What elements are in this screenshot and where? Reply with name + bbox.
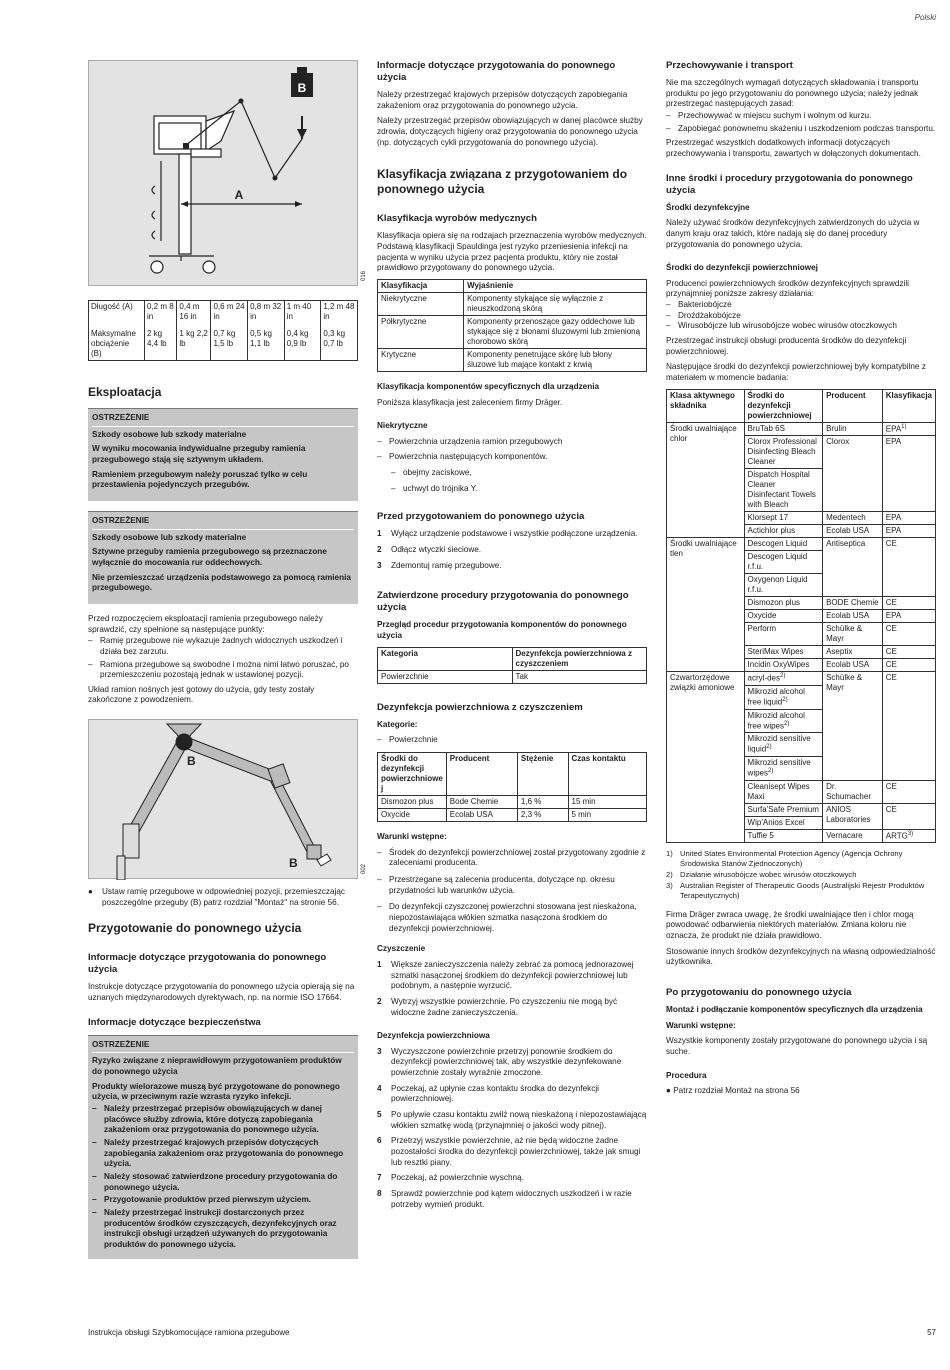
table-cell: Dismozon plus <box>378 795 447 808</box>
table-cell: CE <box>882 623 935 646</box>
step: 5 Po upływie czasu kontaktu zwilż nową nieskażoną i niepozostawiającą włókien szmatkę wodą (przynajmniej o jakości wody pitnej). <box>377 1110 647 1130</box>
table-cell: EPA <box>882 512 935 525</box>
table-cell: Oxygenon Liquid r.f.u. <box>744 574 823 597</box>
subsection-heading: Informacje dotyczące przygotowania do ponownego użycia <box>377 60 616 83</box>
table-cell: BruTab 6S <box>744 422 823 436</box>
warning-text: Sztywne przeguby ramienia przegubowego są przeznaczone wyłącznie do mocowania rur oddechowych. <box>92 547 327 567</box>
load-3: 0,7 kg 1,5 lb <box>211 323 248 361</box>
minor-heading: Warunki wstępne: <box>666 1020 736 1030</box>
warning-item: – Należy przestrzegać instrukcji dostarczonych przez producentów środków czyszczących, dezynfekcyjnych oraz instrukcji obsługi urządzeń używanych do przygotowania produktów do ponownego użycia. <box>92 1208 354 1251</box>
table-cell: CE <box>882 646 935 659</box>
list-item: – Ramię przegubowe nie wykazuje żadnych widocznych uszkodzeń i działa bez zarzutu. <box>88 636 358 657</box>
length-2: 0,4 m 16 in <box>177 301 211 324</box>
subsection-heading: Po przygotowaniu do ponownego użycia <box>666 986 852 998</box>
minor-heading: Czyszczenie <box>377 944 426 954</box>
paragraph: Klasyfikacja opiera się na rodzajach przeznaczenia wyrobów medycznych. Podstawą klasyfikacji Spauldinga jest ryzyko przeniesienia infekcji na pacjenta w wyniku użycia przez pacjenta produktu, który nie został prawidłowo przygotowany do ponownego użycia. <box>377 231 647 273</box>
footnote: 1) United States Environmental Protection Agency (Agencja Ochrony Środowiska Stanów Zjednoczonych) <box>666 849 903 869</box>
joint-label-b1: B <box>187 754 196 769</box>
table-cell: CE <box>882 780 935 803</box>
footer-title: Instrukcja obsługi Szybkomocujące ramiona przegubowe <box>88 1328 290 1337</box>
minor-heading: Dezynfekcja powierzchniowa <box>377 1031 490 1041</box>
table-cell: Wip'Anios Excel <box>744 816 823 829</box>
list-item: – Wirusobójcze lub wirusobójcze wobec wirusów otoczkowych <box>666 321 936 332</box>
table-cell: EPA$^{1)}$ <box>882 422 935 436</box>
table-header: Kategoria <box>378 647 513 670</box>
length-1: 0,2 m 8 in <box>145 301 177 324</box>
table-header: Klasa aktywnego składnika <box>667 389 745 422</box>
table-cell: 5 min <box>568 808 647 821</box>
table-group-cell: Czwartorzędowe związki amoniowe <box>667 672 745 843</box>
step: 6 Przetrzyj wszystkie powierzchnie, aż nie będą widoczne żadne pozostałości środka do dezynfekcji powierzchniowej, także jak smugi lub resztki piany. <box>377 1136 641 1167</box>
step: 8 Sprawdź powierzchnie pod kątem widocznych uszkodzeń i w razie potrzeby wymień produkt. <box>377 1189 632 1209</box>
table-cell: Komponenty przenoszące gazy oddechowe lub stykające się z błonami śluzowymi lub zmienioną chorobowo skórą <box>464 315 647 348</box>
table-cell: CE <box>882 597 935 610</box>
paragraph: Przestrzegać wszystkich dodatkowych informacji dotyczących przechowywania i transportu, zawartych w dołączonych dokumentach. <box>666 138 921 158</box>
step: 1 Wyłącz urządzenie podstawowe i wszystkie podłączone urządzenia. <box>377 529 638 539</box>
table-cell: Mikrozid alcohol free wipes$^{2)}$ <box>744 709 823 733</box>
subsection-heading: Informacje dotyczące bezpieczeństwa <box>88 1016 261 1028</box>
table-cell: Aseptix <box>823 646 883 659</box>
table-cell: ARTG$^{3)}$ <box>882 829 935 843</box>
table-cell: Vernacare <box>823 829 883 843</box>
table-cell: Ecolab USA <box>823 525 883 538</box>
table-cell: Bode Chemie <box>446 795 517 808</box>
step: 1 Większe zanieczyszczenia należy zebrać za pomocą jednorazowej szmatki nasączonej środkiem do dezynfekcji powierzchniowej lub podobnym, a następnie wyrzucić. <box>377 959 634 991</box>
paragraph: Przestrzegać instrukcji obsługi producenta środków do dezynfekcji powierzchniowej. <box>666 336 907 356</box>
disinfectant-table <box>377 752 647 822</box>
subsection-heading: Przechowywanie i transport <box>666 60 793 71</box>
table-cell: Mikrozid sensitive liquid$^{2)}$ <box>744 733 823 757</box>
table-header: Producent <box>446 752 517 795</box>
table-header: Czas kontaktu <box>568 752 647 795</box>
table-cell: Niekrytyczne <box>378 292 464 315</box>
figure-code: 016 <box>361 270 368 281</box>
table-cell: Cleanisept Wipes Maxi <box>744 780 823 803</box>
table-header: Klasyfikacja <box>378 279 464 292</box>
table-header: Środki do dezynfekcji powierzchniowej <box>744 389 823 422</box>
minor-heading: Środki dezynfekcyjne <box>666 202 750 212</box>
load-4: 0,5 kg 1,1 lb <box>248 323 285 361</box>
table-cell: Ecolab USA <box>823 610 883 623</box>
table-cell: Krytyczne <box>378 348 464 371</box>
paragraph: Stosowanie innych środków dezynfekcyjnych na własną odpowiedzialność użytkownika. <box>666 946 936 967</box>
table-cell: Dismozon plus <box>744 597 823 610</box>
list-item: – Zapobiegać ponownemu skażeniu i uszkodzeniom podczas transportu. <box>666 124 936 135</box>
table-cell: CE <box>882 538 935 597</box>
table-cell: CE <box>882 659 935 672</box>
warning-text: Nie przemieszczać urządzenia podstawowego za pomocą ramienia przegubowego. <box>92 572 351 593</box>
bullet-instruction: ● Ustaw ramię przegubowe w odpowiedniej pozycji, przemieszczając poszczególne przeguby (B) patrz rozdział "Montaż" na stronie 56. <box>88 887 358 908</box>
table-cell: Komponenty penetrujące skórę lub błony śluzowe lub mające kontakt z krwią <box>464 348 647 371</box>
table-cell: Descogen Liquid r.f.u. <box>744 551 823 574</box>
table-cell: Oxycide <box>744 610 823 623</box>
table-header: Klasyfikacja <box>882 389 935 422</box>
minor-heading: Niekrytyczne <box>377 421 428 431</box>
warning-item: – Przygotowanie produktów przed pierwszym użyciem. <box>92 1195 354 1206</box>
table-header: Środki do dezynfekcji powierzchniowe j <box>378 752 447 795</box>
table-cell: Schülke & Mayr <box>823 672 883 780</box>
procedure-overview-table <box>377 647 647 684</box>
table-cell: Tak <box>512 670 647 683</box>
table-cell: Powierzchnie <box>378 670 513 683</box>
subsection-heading: Inne środki i procedury przygotowania do ponownego użycia <box>666 172 913 196</box>
length-5: 1 m 40 in <box>284 301 321 324</box>
section-heading: Klasyfikacja związana z przygotowaniem do ponownego użycia <box>377 167 628 197</box>
dimension-table <box>88 300 358 361</box>
warning-box <box>88 1035 358 1259</box>
table-header: Producent <box>823 389 883 422</box>
step: 4 Poczekaj, aż upłynie czas kontaktu środka do dezynfekcji powierzchniowej. <box>377 1083 599 1104</box>
paragraph: ● Patrz rozdział Montaż na strona 56 <box>666 1086 800 1096</box>
table-cell: Oxycide <box>378 808 447 821</box>
load-2: 1 kg 2,2 lb <box>177 323 211 361</box>
list-item: – obejmy zaciskowe, <box>377 468 647 479</box>
trolley-figure <box>88 60 368 286</box>
warning-title: OSTRZEŻENIE <box>92 516 354 530</box>
warning-box <box>88 408 358 501</box>
joint-label-b2: B <box>289 856 298 871</box>
warning-text: Ramieniem przegubowym należy poruszać tylko w celu przestawienia pojedynczych przegubów. <box>92 469 308 490</box>
minor-heading: Warunki wstępne: <box>377 831 447 841</box>
warning-title: OSTRZEŻENIE <box>92 413 354 427</box>
table-cell: Actichlor plus <box>744 525 823 538</box>
minor-heading: Procedura <box>666 1070 707 1080</box>
table-cell: 2,3 % <box>517 808 568 821</box>
table-cell: Mikrozid alcohol free liquid$^{2)}$ <box>744 686 823 710</box>
footnote: 3) Australian Register of Therapeutic Goods (Australijski Rejestr Produktów Terapeutycznych) <box>666 880 925 900</box>
load-label-b: B <box>297 81 307 95</box>
paragraph: Należy używać środków dezynfekcyjnych zatwierdzonych do użycia w danym kraju oraz takich, które nadają się do danej procedury przygotowania do ponownego użycia. <box>666 218 920 249</box>
section-heading: Eksploatacja <box>88 385 162 399</box>
trolley-arm-illustration <box>89 61 359 287</box>
table-cell: 1,6 % <box>517 795 568 808</box>
paragraph: Nie ma szczególnych wymagań dotyczących składowania i transportu produktu po jego przygotowaniu do ponownego użycia; należy jednak przestrzegać następujących zasad: <box>666 77 919 109</box>
paragraph: Należy przestrzegać krajowych przepisów dotyczących zapobiegania zakażeniom oraz przygotowania do ponownego użycia. <box>377 89 628 110</box>
column-1 <box>88 60 368 1269</box>
paragraph: Należy przestrzegać przepisów obowiązujących w danej placówce służby zdrowia, dotyczących higieny oraz przygotowania do ponownego użycia (np. dotyczących cykli przygotowania do ponownego użycia). <box>377 116 643 147</box>
list-item: – Przechowywać w miejscu suchym i wolnym od kurzu. <box>666 111 936 122</box>
list-item: – Ramiona przegubowe są swobodne i można nimi łatwo poruszać, po przemieszczeniu pozostają jednak w ustawionej pozycji. <box>88 660 358 681</box>
table-cell: SteriMax Wipes <box>744 646 823 659</box>
list-item: – Do dezynfekcji czyszczonej powierzchni stosowana jest nieskażona, niepozostawiająca włókien szmatka nasączona środkiem do dezynfekcji powierzchniowej. <box>377 902 647 934</box>
subsection-heading: Informacje dotyczące przygotowania do ponownego użycia <box>88 952 327 976</box>
table-cell: Ecolab USA <box>446 808 517 821</box>
warning-item: – Należy przestrzegać przepisów obowiązujących w danej placówce służby zdrowia, które dotyczą zapobiegania zakażeniom oraz przygotowania do ponownego użycia. <box>92 1104 354 1136</box>
warning-item: – Należy przestrzegać krajowych przepisów dotyczących zapobiegania zakażeniom oraz przygotowania do ponownego użycia. <box>92 1138 354 1170</box>
length-label-a: A <box>234 188 244 202</box>
classification-table <box>377 279 647 372</box>
step: 3 Zdemontuj ramię przegubowe. <box>377 560 502 570</box>
table-cell: Ecolab USA <box>823 659 883 672</box>
table-cell: 15 min <box>568 795 647 808</box>
minor-heading: Środki do dezynfekcji powierzchniowej <box>666 263 818 273</box>
figure-code: 002 <box>361 864 368 875</box>
table-cell: Półkrytyczne <box>378 315 464 348</box>
column-3 <box>666 60 936 1102</box>
length-label: Długość (A) <box>91 302 133 311</box>
table-cell: Klorsept 17 <box>744 512 823 525</box>
load-6: 0,3 kg 0,7 lb <box>321 323 358 361</box>
length-4: 0,8 m 32 in <box>248 301 285 324</box>
subsection-heading: Zatwierdzone procedury przygotowania do ponownego użycia <box>377 590 629 614</box>
paragraph: Producenci powierzchniowych środków dezynfekcyjnych sprawdzili przynajmniej poniższe zakresy działania: <box>666 278 910 299</box>
minor-heading: Kategorie: <box>377 719 418 729</box>
paragraph: Poniższa klasyfikacja jest zaleceniem firmy Dräger. <box>377 397 563 407</box>
load-5: 0,4 kg 0,9 lb <box>284 323 321 361</box>
table-cell: Komponenty stykające się wyłącznie z nieuszkodzoną skórą <box>464 292 647 315</box>
step: 3 Wyczyszczone powierzchnie przetrzyj ponownie środkiem do dezynfekcji powierzchniowej tak, aby wszystkie dezynfekowane powierzchnie zostały wyraźnie zmoczone. <box>377 1046 622 1078</box>
table-group-cell: Środki uwalniające chlor <box>667 422 745 538</box>
table-cell: Dispatch Hospital Cleaner Disinfectant Towels with Bleach <box>744 469 823 512</box>
length-3: 0,6 m 24 in <box>211 301 248 324</box>
load-1: 2 kg 4,4 lb <box>145 323 177 361</box>
paragraph: Układ ramion nośnych jest gotowy do użycia, gdy testy zostały zakończone z powodzeniem. <box>88 684 315 705</box>
load-label: Maksymalne obciążenie (B) <box>91 329 136 358</box>
table-cell: BODE Chemie <box>823 597 883 610</box>
table-cell: CE <box>882 803 935 829</box>
warning-text: W wyniku mocowania indywidualne przeguby ramienia przegubowego stają się sztywnym układem. <box>92 444 306 464</box>
step: 7 Poczekaj, aż powierzchnie wyschną. <box>377 1173 524 1183</box>
table-group-cell: Środki uwalniające tlen <box>667 538 745 672</box>
table-cell: acryl-des$^{2)}$ <box>744 672 823 686</box>
warning-subtitle: Ryzyko związane z nieprawidłowym przygotowaniem produktów do ponownego użycia <box>92 1056 342 1077</box>
table-cell: Surfa'Safe Premium <box>744 803 823 816</box>
table-cell: Clorox <box>823 436 883 512</box>
table-cell: CE <box>882 672 935 780</box>
paragraph: Instrukcje dotyczące przygotowania do ponownego użycia opierają się na uznanych międzynarodowych dyrektywach, np. na normie ISO 17664. <box>88 982 355 1003</box>
warning-subtitle: Szkody osobowe lub szkody materialne <box>92 532 247 542</box>
minor-heading: Klasyfikacja komponentów specyficznych dla urządzenia <box>377 381 600 391</box>
length-6: 1,2 m 48 in <box>321 301 358 324</box>
table-cell: Schülke & Mayr <box>823 623 883 646</box>
table-cell: ANIOS Laboratories <box>823 803 883 829</box>
warning-box <box>88 511 358 604</box>
subsection-heading: Przed przygotowaniem do ponownego użycia <box>377 511 585 523</box>
page-language: Polski <box>914 13 936 22</box>
table-cell: Brulin <box>823 422 883 436</box>
list-item: – uchwyt do trójnika Y. <box>377 484 647 495</box>
table-header: Dezynfekcja powierzchniowa z czyszczeniem <box>512 647 647 670</box>
table-cell: Perform <box>744 623 823 646</box>
paragraph: Przed rozpoczęciem eksploatacji ramienia przegubowego należy sprawdzić, czy spełnione są następujące punkty: <box>88 613 323 634</box>
section-heading: Przygotowanie do ponownego użycia <box>88 921 302 936</box>
table-cell: Tuffie 5 <box>744 829 823 843</box>
list-item: – Przestrzegane są zalecenia producenta, dotyczące np. okresu przydatności lub warunków użycia. <box>377 875 647 896</box>
articulated-arm-illustration <box>89 720 359 880</box>
paragraph: Następujące środki do dezynfekcji powierzchniowej były kompatybilne z materiałem w momencie badania: <box>666 362 926 383</box>
page-number: 57 <box>927 1328 936 1337</box>
list-item: – Powierzchnia urządzenia ramion przegubowych <box>377 437 647 448</box>
warning-text: Produkty wielorazowe muszą być przygotowane do ponownego użycia, w przeciwnym razie wzrasta ryzyko infekcji. <box>92 1081 340 1102</box>
list-item: – Środek do dezynfekcji powierzchniowej został przygotowany zgodnie z zaleceniami producenta. <box>377 848 647 869</box>
compatible-disinfectants-table <box>666 389 936 844</box>
warning-title: OSTRZEŻENIE <box>92 1040 354 1054</box>
table-header: Wyjaśnienie <box>464 279 647 292</box>
minor-heading: Montaż i podłączanie komponentów specyficznych dla urządzenia <box>666 1004 923 1014</box>
list-item: – Bakteriobójcze <box>666 300 936 311</box>
minor-heading: Przegląd procedur przygotowania komponentów do ponownego użycia <box>377 620 627 641</box>
list-item: – Powierzchnia następujących komponentów. <box>377 452 647 463</box>
paragraph: Firma Dräger zwraca uwagę, że środki uwalniające tlen i chlor mogą powodować odbarwienia niektórych materiałów. Zmiana koloru nie oznacza, że produkt nie działa prawidłowo. <box>666 909 914 940</box>
table-cell: EPA <box>882 436 935 512</box>
paragraph: Wszystkie komponenty zostały przygotowane do ponownego użycia i są suche. <box>666 1036 928 1056</box>
warning-subtitle: Szkody osobowe lub szkody materialne <box>92 429 247 439</box>
table-cell: Antiseptica <box>823 538 883 597</box>
table-cell: EPA <box>882 525 935 538</box>
footnote: 2) Działanie wirusobójcze wobec wirusów otoczkowych <box>666 870 857 880</box>
table-cell: Clorox Professional Disinfecting Bleach Cleaner <box>744 436 823 469</box>
list-item: – Powierzchnie <box>377 735 647 746</box>
subsection-heading: Klasyfikacja wyrobów medycznych <box>377 213 537 225</box>
subsection-heading: Dezynfekcja powierzchniowa z czyszczeniem <box>377 701 583 713</box>
list-item: – Drożdżakobójcze <box>666 311 936 322</box>
table-cell: Medentech <box>823 512 883 525</box>
column-2 <box>377 60 647 1215</box>
warning-item: – Należy stosować zatwierdzone procedury przygotowania do ponownego użycia. <box>92 1172 354 1193</box>
table-header: Stężenie <box>517 752 568 795</box>
arm-figure <box>88 719 368 879</box>
table-cell: Mikrozid sensitive wipes$^{2)}$ <box>744 757 823 781</box>
table-cell: Descogen Liquid <box>744 538 823 551</box>
table-cell: Dr. Schumacher <box>823 780 883 803</box>
table-cell: Incidin OxyWipes <box>744 659 823 672</box>
step: 2 Wytrzyj wszystkie powierzchnie. Po czyszczeniu nie mogą być widoczne żadne zanieczyszczenia. <box>377 996 618 1017</box>
step: 2 Odłącz wtyczki sieciowe. <box>377 545 482 555</box>
table-cell: EPA <box>882 610 935 623</box>
